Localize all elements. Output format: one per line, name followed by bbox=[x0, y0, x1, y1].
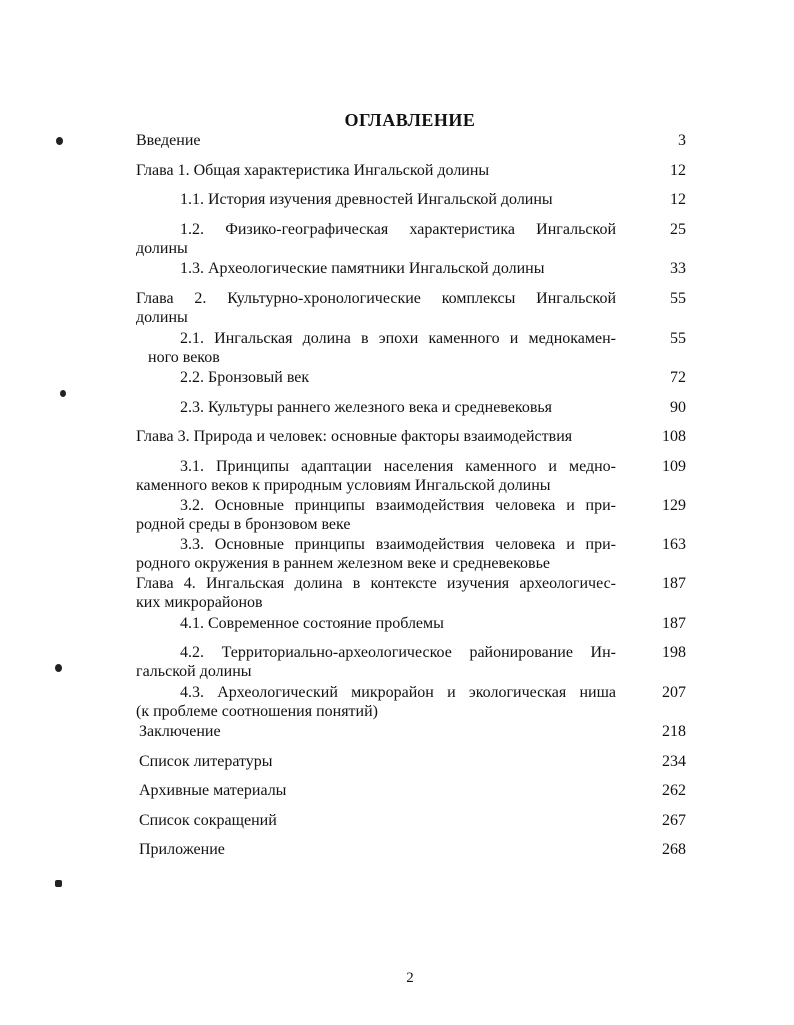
toc-title: ОГЛАВЛЕНИЕ bbox=[344, 110, 476, 130]
toc-entry-text-line-1: 3.3. Основные принципы взаимодействия человека и при- bbox=[180, 536, 616, 553]
toc-entry-page: 33 bbox=[670, 260, 686, 277]
toc-entry-page: 12 bbox=[670, 191, 686, 208]
toc-entry-text: 1.1. История изучения древностей Ингальской долины bbox=[180, 191, 553, 208]
toc-entry-text-line-1: 1.2. Физико-географическая характеристика Ингальской bbox=[180, 221, 616, 238]
toc-entry-text-line-2: ких микрорайонов bbox=[136, 594, 263, 611]
toc-entry-text-line-2: родной среды в бронзовом веке bbox=[136, 516, 351, 533]
toc-entry-page: 55 bbox=[670, 290, 686, 307]
toc-entry-text-line-1: 2.1. Ингальская долина в эпохи каменного и меднокамен- bbox=[180, 330, 616, 347]
scan-speck bbox=[56, 137, 63, 145]
toc-entry-text: Список сокращений bbox=[139, 812, 277, 829]
scan-speck bbox=[55, 880, 62, 887]
toc-entry-bibliography bbox=[139, 752, 619, 771]
toc-entry-page: 12 bbox=[670, 162, 686, 179]
toc-entry-text-line-2: ного веков bbox=[148, 349, 220, 366]
toc-entry-page: 108 bbox=[662, 428, 686, 445]
toc-entry-text: 2.2. Бронзовый век bbox=[180, 369, 310, 386]
toc-entry-4-1 bbox=[136, 614, 616, 633]
toc-entry-4-3 bbox=[136, 683, 616, 721]
toc-entry-3-3 bbox=[136, 535, 616, 573]
toc-entry-conclusion bbox=[139, 722, 619, 741]
toc-entry-text-line-1: 3.2. Основные принципы взаимодействия человека и при- bbox=[180, 497, 616, 514]
toc-entry-page: 25 bbox=[670, 221, 686, 238]
toc-entry-text-line-1: 3.1. Принципы адаптации населения каменного и медно- bbox=[180, 458, 616, 475]
toc-entry-page: 218 bbox=[662, 723, 686, 740]
toc-entry-page: 90 bbox=[670, 399, 686, 416]
toc-entry-2-1 bbox=[136, 329, 616, 367]
toc-entry-text: Заключение bbox=[139, 723, 221, 740]
toc-entry-text-line-2: (к проблеме соотношения понятий) bbox=[136, 703, 378, 720]
toc-entry-3-1 bbox=[136, 457, 616, 495]
toc-entry-chapter-1 bbox=[136, 161, 616, 180]
toc-entry-introduction bbox=[136, 131, 616, 150]
toc-entry-text-line-1: 4.2. Территориально-археологическое районирование Ин- bbox=[180, 644, 616, 661]
toc-entry-text-line-2: долины bbox=[136, 240, 188, 257]
toc-entry-1-1 bbox=[136, 190, 616, 209]
toc-entry-page: 163 bbox=[662, 536, 686, 553]
toc-entry-text: Приложение bbox=[139, 841, 225, 858]
scan-speck bbox=[60, 390, 66, 397]
toc-entry-text-line-2: родного окружения в раннем железном веке и средневековье bbox=[136, 555, 550, 572]
toc-entry-1-2 bbox=[136, 220, 616, 258]
toc-entry-text-line-2: каменного веков к природным условиям Ингальской долины bbox=[136, 477, 551, 494]
toc-entry-text: Глава 1. Общая характеристика Ингальской долины bbox=[136, 162, 490, 179]
toc-entry-text-line-1: Глава 4. Ингальская долина в контексте изучения археологичес- bbox=[136, 575, 616, 592]
toc-entry-page: 267 bbox=[662, 812, 686, 829]
toc-entry-3-2 bbox=[136, 496, 616, 534]
toc-entry-2-3 bbox=[136, 398, 616, 417]
toc-entry-archives bbox=[139, 781, 619, 800]
toc-entry-text-line-2: долины bbox=[136, 309, 188, 326]
scan-speck bbox=[55, 664, 62, 672]
toc-entry-text: Введение bbox=[136, 132, 201, 149]
toc-entry-text-line-2: гальской долины bbox=[136, 663, 252, 680]
toc-entry-text-line-1: 4.3. Археологический микрорайон и экологическая ниша bbox=[180, 684, 616, 701]
toc-entry-page: 187 bbox=[662, 615, 686, 632]
toc-entry-page: 129 bbox=[662, 497, 686, 514]
toc-entry-text: Глава 3. Природа и человек: основные факторы взаимодействия bbox=[136, 428, 573, 445]
toc-entry-chapter-2 bbox=[136, 289, 616, 327]
toc-entry-1-3 bbox=[136, 259, 616, 278]
toc-entry-page: 234 bbox=[662, 753, 686, 770]
toc-entry-text: 4.1. Современное состояние проблемы bbox=[180, 615, 444, 632]
toc-entry-page: 268 bbox=[662, 841, 686, 858]
toc-entry-text-line-1: Глава 2. Культурно-хронологические комплексы Ингальской bbox=[136, 290, 616, 307]
toc-entry-page: 262 bbox=[662, 782, 686, 799]
toc-entry-chapter-3 bbox=[136, 427, 616, 446]
toc-entry-text: Список литературы bbox=[139, 753, 273, 770]
toc-entry-page: 198 bbox=[662, 644, 686, 661]
page-number: 2 bbox=[406, 970, 414, 986]
toc-entry-text: 2.3. Культуры раннего железного века и средневековья bbox=[180, 399, 553, 416]
toc-entry-2-2 bbox=[136, 368, 616, 387]
toc-entry-chapter-4 bbox=[136, 574, 616, 612]
toc-entry-4-2 bbox=[136, 643, 616, 681]
toc-entry-page: 55 bbox=[670, 330, 686, 347]
toc-entry-page: 187 bbox=[662, 575, 686, 592]
toc-entry-page: 72 bbox=[670, 369, 686, 386]
toc-entry-page: 3 bbox=[678, 132, 686, 149]
toc-entry-text: Архивные материалы bbox=[139, 782, 287, 799]
toc-entry-text: 1.3. Археологические памятники Ингальской долины bbox=[180, 260, 545, 277]
toc-entry-page: 109 bbox=[662, 458, 686, 475]
toc-entry-appendix bbox=[139, 840, 619, 859]
toc-entry-page: 207 bbox=[662, 684, 686, 701]
toc-entry-abbreviations bbox=[139, 811, 619, 830]
